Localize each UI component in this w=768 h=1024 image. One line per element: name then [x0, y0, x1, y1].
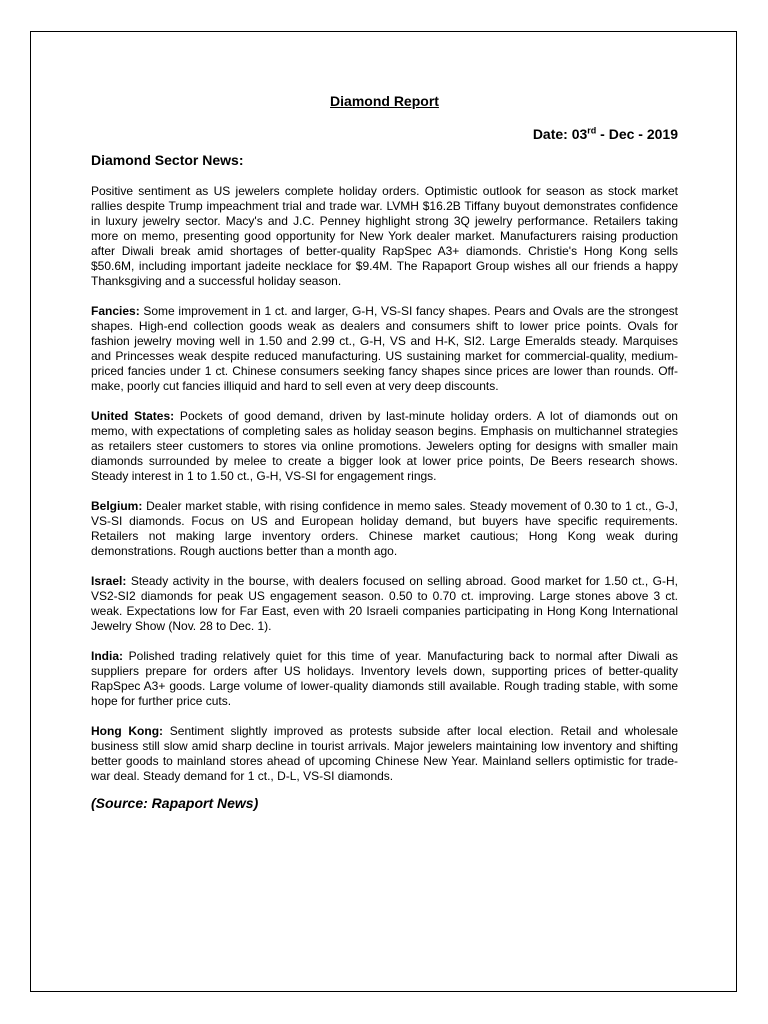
- united-states-text: Pockets of good demand, driven by last-minute holiday orders. A lot of diamonds out on memo, with expectations of completing sales as holiday season begins. Emphasis on multichannel strategies as retailers steer customers to stores via online promotions. Jewelers opting for designs with smaller main diamonds surrounded by melee to create a bigger look at lower price points, De Beers research shows. Steady interest in 1 to 1.50 ct., G-H, VS-SI for engagement rings.: [91, 409, 678, 483]
- israel-text: Steady activity in the bourse, with dealers focused on selling abroad. Good market for 1.50 ct., G-H, VS2-SI2 diamonds for peak US engagement season. 0.50 to 0.70 ct. improving. Large stones above 3 ct. weak. Expectations low for Far East, even with 20 Israeli companies participating in Hong Kong International Jewelry Show (Nov. 28 to Dec. 1).: [91, 574, 678, 633]
- israel-label: Israel:: [91, 574, 127, 588]
- hong-kong-label: Hong Kong:: [91, 724, 164, 738]
- fancies-paragraph: [91, 304, 678, 394]
- intro-paragraph: Positive sentiment as US jewelers complete holiday orders. Optimistic outlook for season as stock market rallies despite Trump impeachment trial and trade war. LVMH $16.2B Tiffany buyout demonstrates confidence in luxury jewelry sector. Macy's and J.C. Penney highlight strong 3Q jewelry performance. Retailers taking more on memo, presenting good opportunity for New York dealer market. Manufacturers raising production after Diwali break amid shortages of better-quality RapSpec A3+ diamonds. Christie's Hong Kong sells $50.6M, including important jadeite necklace for $9.4M. The Rapaport Group wishes all our friends a happy Thanksgiving and a successful holiday season.: [91, 184, 678, 288]
- section-heading: Diamond Sector News:: [91, 152, 244, 168]
- hong-kong-text: Sentiment slightly improved as protests subside after local election. Retail and wholesale business still slow amid sharp decline in tourist arrivals. Major jewelers maintaining low inventory and shifting better goods to mainland stores ahead of upcoming Chinese New Year. Mainland sellers optimistic for trade-war deal. Steady demand for 1 ct., D-L, VS-SI diamonds.: [91, 724, 678, 783]
- report-title: Diamond Report: [330, 93, 439, 109]
- india-text: Polished trading relatively quiet for this time of year. Manufacturing back to normal after Diwali as suppliers prepare for orders after US holidays. Inventory levels down, supporting prices of better-quality RapSpec A3+ goods. Large volume of lower-quality diamonds still available. Rough trading stable, with some hope for further price cuts.: [91, 649, 678, 708]
- date-ordinal-suffix: rd: [587, 125, 597, 136]
- united-states-paragraph: [91, 409, 678, 484]
- india-label: India:: [91, 649, 123, 663]
- belgium-label: Belgium:: [91, 499, 143, 513]
- united-states-label: United States:: [91, 409, 175, 423]
- hong-kong-paragraph: [91, 724, 678, 784]
- report-body: [91, 92, 678, 812]
- date-prefix: Date: 03: [532, 126, 588, 142]
- india-paragraph: [91, 649, 678, 709]
- source-note: (Source: Rapaport News): [91, 795, 259, 811]
- report-date: [91, 125, 678, 143]
- belgium-paragraph: [91, 499, 678, 559]
- israel-paragraph: [91, 574, 678, 634]
- date-rest: - Dec - 2019: [596, 126, 678, 142]
- belgium-text: Dealer market stable, with rising confidence in memo sales. Steady movement of 0.30 to 1 ct., G-J, VS-SI diamonds. Focus on US and European holiday demand, but buyers have specific requirements. Retailers not making large inventory orders. Chinese market cautious; Hong Kong weak during demonstrations. Rough auctions better than a month ago.: [91, 499, 678, 558]
- fancies-text: Some improvement in 1 ct. and larger, G-H, VS-SI fancy shapes. Pears and Ovals are the strongest shapes. High-end collection goods weak as dealers and consumers shift to lower price points. Ovals for fashion jewelry moving well in 1.50 and 2.99 ct., G-H, VS and H-K, SI2. Large Emeralds steady. Marquises and Princesses weak despite reduced manufacturing. US sustaining market for commercial-quality, medium-priced fancies under 1 ct. Chinese consumers seeking fancy shapes since prices are lower than rounds. Off-make, poorly cut fancies illiquid and hard to sell even at very deep discounts.: [91, 304, 678, 393]
- fancies-label: Fancies:: [91, 304, 140, 318]
